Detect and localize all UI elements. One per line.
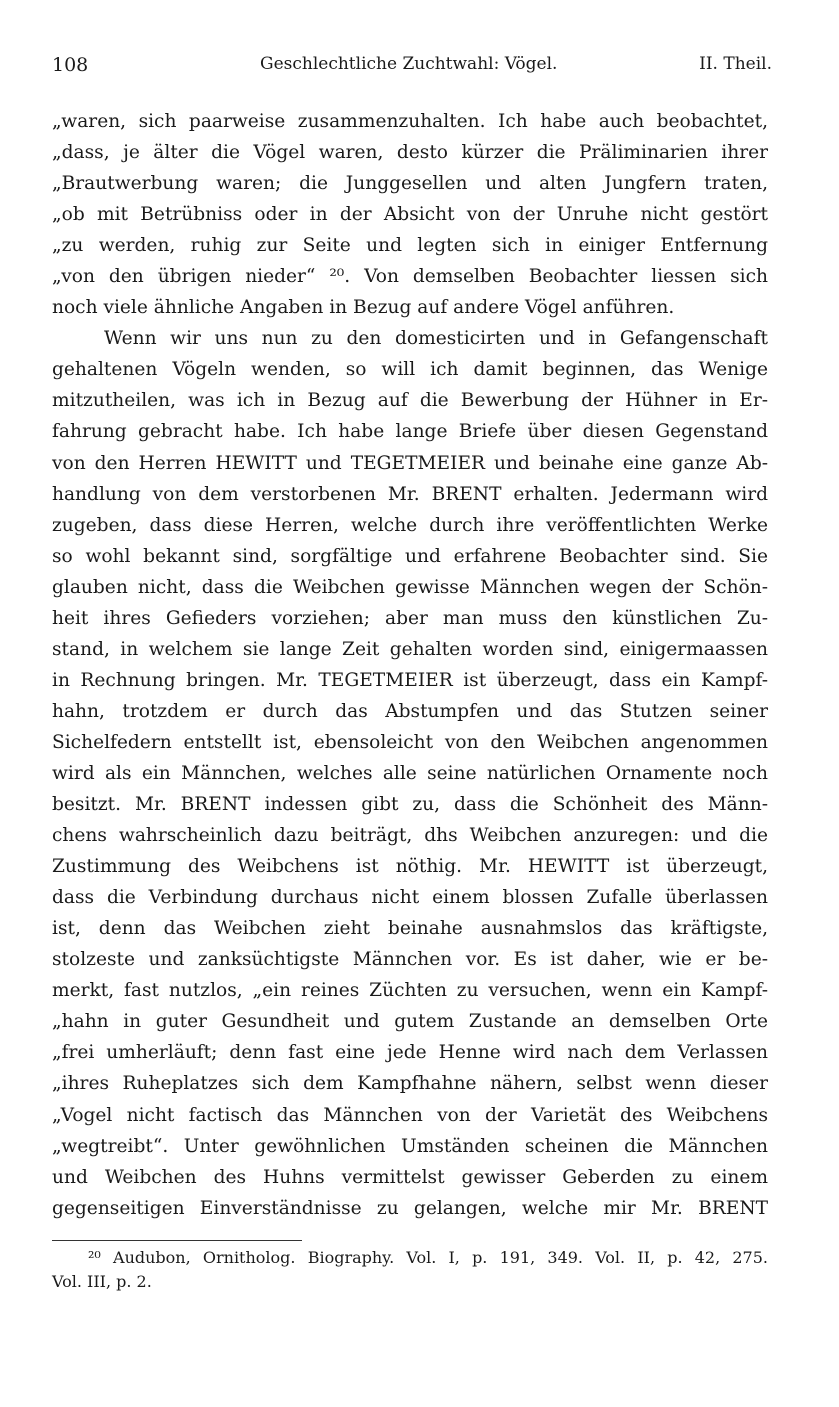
text-line: „dass, je älter die Vögel waren, desto kürzer die Präliminarien ihrer [52, 142, 768, 164]
text-line: Sichelfedern entstellt ist, ebensoleicht von den Weibchen angenommen [52, 731, 768, 753]
text-line: gegenseitigen Einverständnisse zu gelangen, welche mir Mr. BRENT [52, 1197, 768, 1219]
text-line: chens wahrscheinlich dazu beiträgt, dhs Weibchen anzuregen: und die [52, 825, 768, 847]
running-title: Geschlechtliche Zuchtwahl: Vögel. [260, 54, 558, 74]
text-line: „Vogel nicht factisch das Männchen von der Varietät des Weibchens [52, 1104, 768, 1126]
text-line: stolzeste und zanksüchtigste Männchen vor. Es ist daher, wie er be- [52, 949, 768, 971]
text-line: „ihres Ruheplatzes sich dem Kampfhahne nähern, selbst wenn dieser [52, 1073, 768, 1095]
text-line: mitzutheilen, was ich in Bezug auf die Bewerbung der Hühner in Er- [52, 390, 768, 412]
text-line: „frei umherläuft; denn fast eine jede Henne wird nach dem Verlassen [52, 1042, 768, 1064]
footnote-line: Vol. III, p. 2. [52, 1272, 152, 1291]
page-number: 108 [52, 54, 89, 76]
text-line: gehaltenen Vögeln wenden, so will ich damit beginnen, das Wenige [52, 359, 768, 381]
text-line: Wenn wir uns nun zu den domesticirten und in Gefangenschaft [104, 328, 768, 350]
text-line: stand, in welchem sie lange Zeit gehalten worden sind, einigermaassen [52, 638, 768, 660]
text-line: besitzt. Mr. BRENT indessen gibt zu, dass die Schönheit des Männ- [52, 794, 768, 816]
text-line: handlung von dem verstorbenen Mr. BRENT erhalten. Jedermann wird [52, 483, 768, 505]
text-line: „waren, sich paarweise zusammenzuhalten. Ich habe auch beobachtet, [52, 111, 768, 132]
text-line: hahn, trotzdem er durch das Abstumpfen und das Stutzen seiner [52, 700, 768, 722]
text-line: von den Herren HEWITT und TEGETMEIER und beinahe eine ganze Ab- [52, 452, 768, 474]
text-line: „Brautwerbung waren; die Junggesellen und alten Jungfern traten, [52, 173, 768, 195]
part-label: II. Theil. [699, 54, 772, 74]
text-line: „hahn in guter Gesundheit und gutem Zustande an demselben Orte [52, 1011, 768, 1033]
text-line: merkt, fast nutzlos, „ein reines Züchten zu versuchen, wenn ein Kampf- [52, 980, 768, 1002]
text-line: „von den übrigen nieder“ ²⁰. Von demselben Beobachter liessen sich [52, 266, 768, 288]
text-line: „ob mit Betrübniss oder in der Absicht von der Unruhe nicht gestört [52, 204, 768, 226]
running-header [52, 54, 772, 84]
text-line: noch viele ähnliche Angaben in Bezug auf andere Vögel anführen. [52, 297, 675, 319]
text-line: heit ihres Gefieders vorziehen; aber man muss den künstlichen Zu- [52, 607, 768, 629]
text-line: „wegtreibt“. Unter gewöhnlichen Umständen scheinen die Männchen [52, 1135, 768, 1157]
text-line: dass die Verbindung durchaus nicht einem blossen Zufalle überlassen [52, 887, 768, 909]
text-line: ist, denn das Weibchen zieht beinahe ausnahmslos das kräftigste, [52, 918, 768, 940]
body-text [52, 106, 768, 1224]
text-line: und Weibchen des Huhns vermittelst gewisser Geberden zu einem [52, 1166, 768, 1188]
text-line: fahrung gebracht habe. Ich habe lange Briefe über diesen Gegenstand [52, 421, 768, 443]
text-line: „zu werden, ruhig zur Seite und legten sich in einiger Entfernung [52, 235, 768, 257]
text-line: glauben nicht, dass die Weibchen gewisse Männchen wegen der Schön- [52, 576, 768, 598]
footnote [52, 1246, 768, 1294]
text-line: wird als ein Männchen, welches alle seine natürlichen Ornamente noch [52, 762, 768, 784]
footnote-line: ²⁰ Audubon, Ornitholog. Biography. Vol. I, p. 191, 349. Vol. II, p. 42, 275. [88, 1248, 768, 1267]
footnote-divider [52, 1240, 302, 1241]
text-line: in Rechnung bringen. Mr. TEGETMEIER ist überzeugt, dass ein Kampf- [52, 669, 768, 691]
text-line: so wohl bekannt sind, sorgfältige und erfahrene Beobachter sind. Sie [52, 545, 768, 567]
text-line: Zustimmung des Weibchens ist nöthig. Mr. HEWITT ist überzeugt, [52, 856, 768, 878]
text-line: zugeben, dass diese Herren, welche durch ihre veröffentlichten Werke [52, 514, 768, 536]
